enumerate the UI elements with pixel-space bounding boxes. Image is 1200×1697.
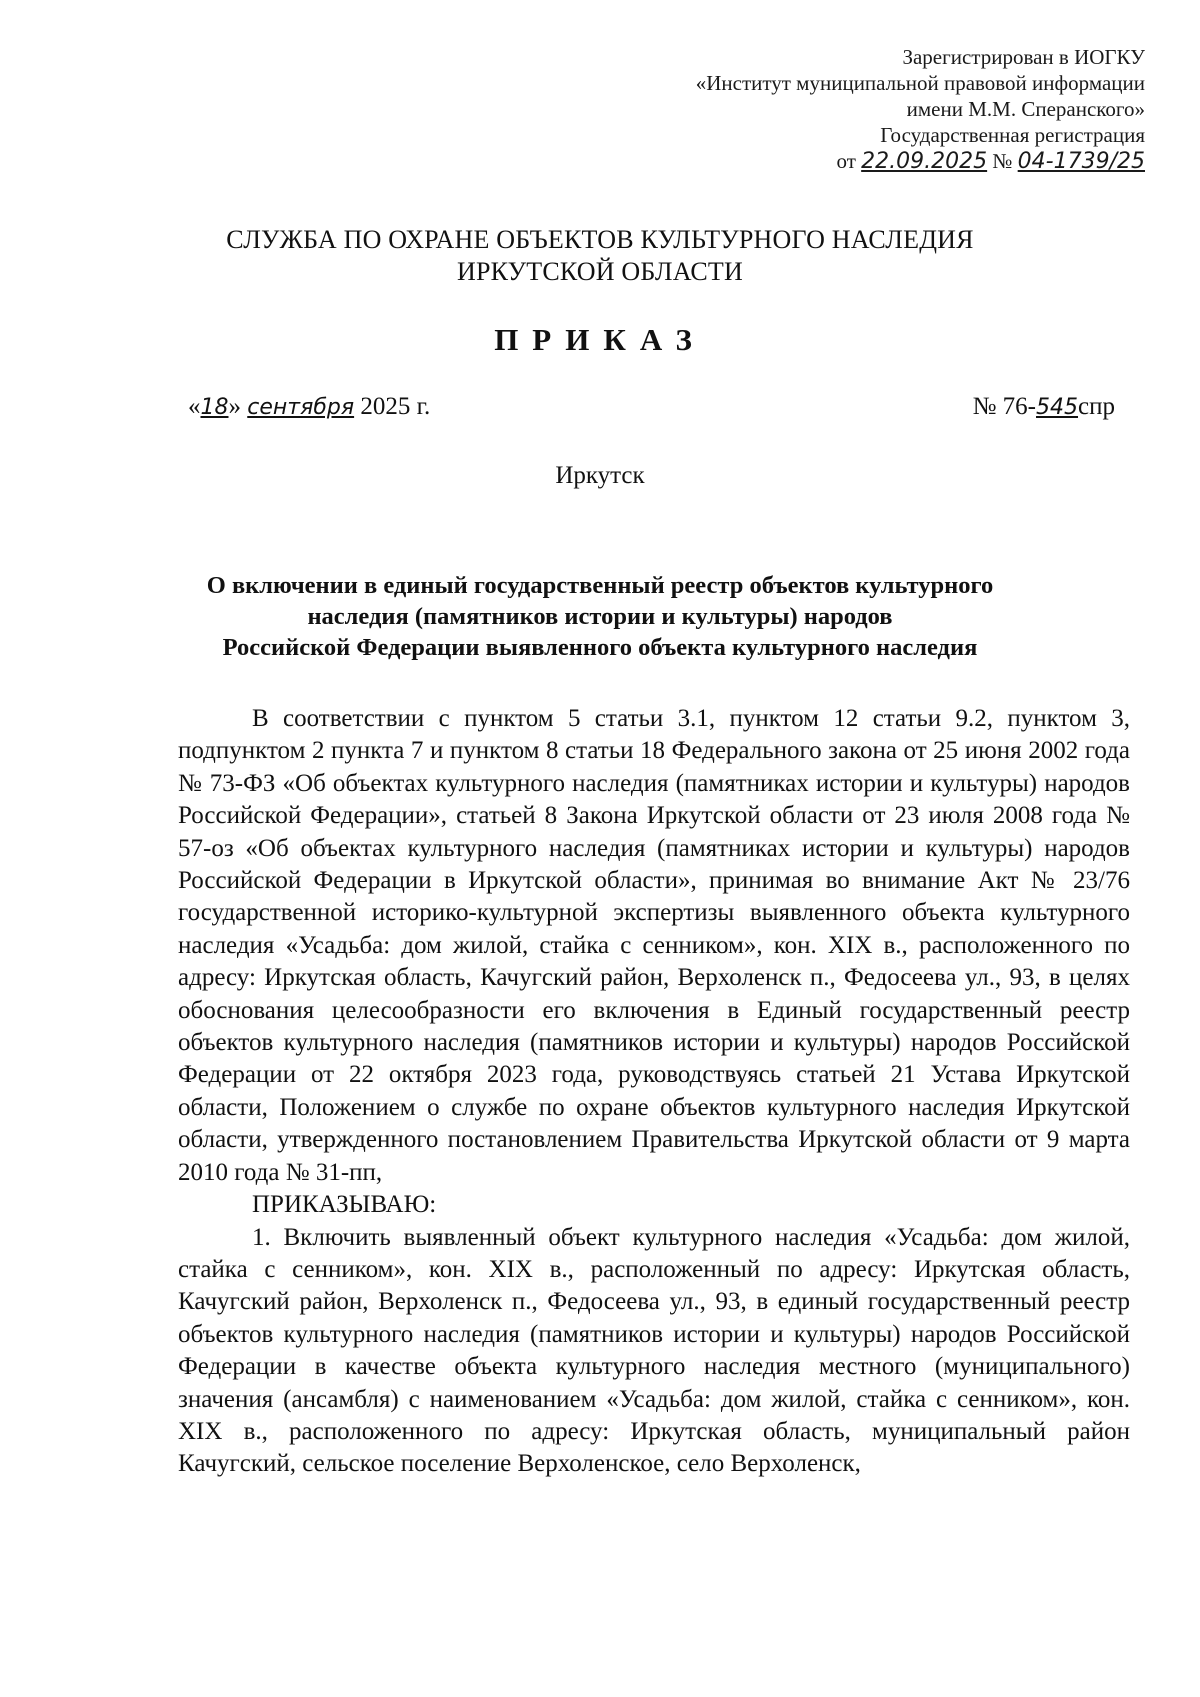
body-paragraph-item-1: 1. Включить выявленный объект культурного наследия «Усадьба: дом жилой, стайка с сенником», кон. XIX в., расположенный по адресу: Иркутская область, Качугский район, Верхоленск п., Федосеева ул., 93, в единый государственный реестр объектов культурного наследия (памятников истории и культуры) народов Российской Федерации в качестве объекта культурного наследия местного (муниципального) значения (ансамбля) с наименованием «Усадьба: дом жилой, стайка с сенником», кон. XIX в., расположенного по адресу: Иркутская область, муниципальный район Качугский, сельское поселение Верхоленское, село Верхоленск, xyxy=(178,1223,1130,1478)
order-date xyxy=(188,393,430,421)
registration-line-4: Государственная регистрация xyxy=(880,123,1145,147)
order-number xyxy=(973,393,1115,421)
organization-line-1: СЛУЖБА ПО ОХРАНЕ ОБЪЕКТОВ КУЛЬТУРНОГО НАСЛЕДИЯ xyxy=(226,225,974,254)
body-order-word: ПРИКАЗЫВАЮ: xyxy=(252,1191,437,1219)
registration-line-1: Зарегистрирован в ИОГКУ xyxy=(902,45,1145,69)
order-number-suffix: спр xyxy=(1078,393,1115,420)
city-name: Иркутск xyxy=(555,462,645,489)
document-title xyxy=(150,570,1050,663)
organization-name xyxy=(0,224,1200,288)
registration-line-2: «Институт муниципальной правовой информации xyxy=(695,71,1145,95)
date-open-quote: « xyxy=(188,393,201,420)
document-type: ПРИКАЗ xyxy=(494,322,706,357)
title-line-2: наследия (памятников истории и культуры) народов xyxy=(307,603,893,630)
registration-number: 04-1739/25 xyxy=(1017,149,1145,174)
date-month: сентября xyxy=(247,395,355,420)
title-line-1: О включении в единый государственный реестр объектов культурного xyxy=(206,572,994,599)
registration-date-number xyxy=(696,148,1145,175)
registration-date: 22.09.2025 xyxy=(861,149,988,174)
date-day: 18 xyxy=(200,395,229,420)
date-year: 2025 г. xyxy=(360,393,431,420)
order-number-value: 545 xyxy=(1036,395,1079,420)
registration-number-label: № xyxy=(992,149,1013,173)
registration-line-3: имени М.М. Сперанского» xyxy=(906,97,1145,121)
registration-from-label: от xyxy=(836,149,856,173)
date-close-quote: » xyxy=(228,393,241,420)
title-line-3: Российской Федерации выявленного объекта культурного наследия xyxy=(222,634,978,661)
document-body xyxy=(178,703,1130,1481)
order-number-prefix: № 76- xyxy=(972,393,1037,420)
organization-line-2: ИРКУТСКОЙ ОБЛАСТИ xyxy=(456,257,743,286)
body-paragraph-preamble: В соответствии с пунктом 5 статьи 3.1, пунктом 12 статьи 9.2, пунктом 3, подпунктом 2 пункта 7 и пунктом 8 статьи 18 Федерального закона от 25 июня 2002 года № 73-ФЗ «Об объектах культурного наследия (памятниках истории и культуры) народов Российской Федерации», статьей 8 Закона Иркутской области от 23 июля 2008 года № 57-оз «Об объектах культурного наследия (памятниках истории и культуры) народов Российской Федерации в Иркутской области», принимая во внимание Акт № 23/76 государственной историко-культурной экспертизы выявленного объекта культурного наследия «Усадьба: дом жилой, стайка с сенником», кон. XIX в., расположенного по адресу: Иркутская область, Качугский район, Верхоленск п., Федосеева ул., 93, в целях обоснования целесообразности его включения в Единый государственный реестр объектов культурного наследия (памятников истории и культуры) народов Российской Федерации от 22 октября 2023 года, руководствуясь статьей 21 Устава Иркутской области, Положением о службе по охране объектов культурного наследия Иркутской области, утвержденного постановлением Правительства Иркутской области от 9 марта 2010 года № 31-пп, xyxy=(178,705,1130,1186)
registration-stamp xyxy=(696,44,1145,175)
